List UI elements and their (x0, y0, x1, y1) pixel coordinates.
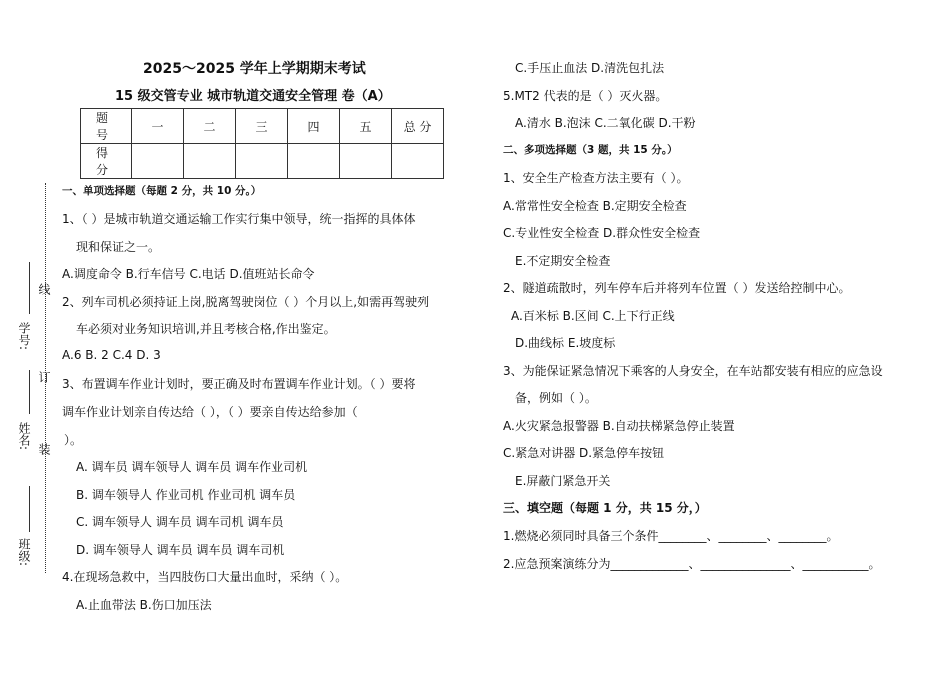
q3-option-b: B. 调车领导人 作业司机 作业司机 调车员 (76, 488, 296, 502)
m2-options-de: D.曲线标 E.坡度标 (515, 336, 616, 350)
q1-text-line2: 现和保证之一。 (76, 240, 161, 254)
binding-mark-staple: 订 (37, 371, 51, 383)
q4-options-ab: A.止血带法 B.伤口加压法 (76, 598, 212, 612)
q4-options-cd: C.手压止血法 D.清洗包扎法 (515, 61, 665, 75)
name-label: 姓名: (17, 422, 31, 451)
fill1-text: 1.燃烧必须同时具备三个条件________、________、________。 (503, 529, 839, 543)
section2-heading: 二、多项选择题（3 题，共 15 分。） (503, 144, 678, 156)
section3-heading: 三、填空题（每题 1 分，共 15 分，） (503, 501, 707, 515)
score-header-4: 四 (288, 109, 340, 144)
score-table (80, 108, 444, 179)
score-cell-total[interactable] (392, 144, 444, 179)
score-cell-2[interactable] (184, 144, 236, 179)
m3-options-cd: C.紧急对讲器 D.紧急停车按钮 (503, 446, 665, 460)
score-row-label: 得 分 (81, 144, 132, 179)
q4-text: 4.在现场急救中，当四肢伤口大量出血时，采纳（ ）。 (62, 570, 348, 584)
q3-option-c: C. 调车领导人 调车员 调车司机 调车员 (76, 515, 284, 529)
score-header-total: 总 分 (392, 109, 444, 144)
q2-text-line2: 车必须对业务知识培训,并且考核合格,作出鉴定。 (76, 322, 336, 336)
score-header-1: 一 (132, 109, 184, 144)
exam-title: 2025～2025 学年上学期期末考试 (143, 61, 366, 77)
score-header-5: 五 (340, 109, 392, 144)
m3-options-ab: A.火灾紧急报警器 B.自动扶梯紧急停止装置 (503, 419, 735, 433)
q3-text-line3: ）。 (64, 433, 83, 447)
score-cell-3[interactable] (236, 144, 288, 179)
q5-options: A.清水 B.泡沫 C.二氧化碳 D.干粉 (515, 116, 696, 130)
exam-subtitle: 15 级交管专业 城市轨道交通安全管理 卷（A） (115, 89, 391, 104)
section1-heading: 一、单项选择题（每题 2 分，共 10 分。） (62, 185, 262, 197)
class-label: 班级: (17, 538, 31, 567)
q3-text-line1: 3、布置调车作业计划时，要正确及时布置调车作业计划。（ ）要将 (62, 377, 416, 391)
m1-options-cd: C.专业性安全检查 D.群众性安全检查 (503, 226, 701, 240)
m2-text: 2、隧道疏散时，列车停车后并将列车位置（ ）发送给控制中心。 (503, 281, 851, 295)
score-header-label: 题 号 (81, 109, 132, 144)
q1-text-line1: 1、（ ）是城市轨道交通运输工作实行集中领导，统一指挥的具体体 (62, 212, 416, 226)
q2-options: A.6 B. 2 C.4 D. 3 (62, 348, 161, 362)
student-id-field[interactable] (29, 262, 30, 314)
m1-options-ab: A.常常性安全检查 B.定期安全检查 (503, 199, 687, 213)
student-id-label: 学号: (17, 322, 31, 351)
m1-text: 1、安全生产检查方法主要有（ ）。 (503, 171, 689, 185)
score-table-header-row (81, 109, 444, 144)
m2-options-abc: A.百米标 B.区间 C.上下行正线 (511, 309, 675, 323)
score-header-3: 三 (236, 109, 288, 144)
q3-text-line2: 调车作业计划亲自传达给（ ），（ ）要亲自传达给参加（ (62, 405, 358, 419)
score-cell-1[interactable] (132, 144, 184, 179)
class-field[interactable] (29, 486, 30, 532)
score-cell-4[interactable] (288, 144, 340, 179)
m3-text-line2: 备，例如（ ）。 (515, 391, 597, 405)
m1-option-e: E.不定期安全检查 (515, 254, 611, 268)
score-cell-5[interactable] (340, 144, 392, 179)
q1-options: A.调度命令 B.行车信号 C.电话 D.值班站长命令 (62, 267, 315, 281)
m3-option-e: E.屏蔽门紧急开关 (515, 474, 611, 488)
name-field[interactable] (29, 370, 30, 414)
q5-text: 5.MT2 代表的是（ ）灭火器。 (503, 89, 668, 103)
q3-option-a: A. 调车员 调车领导人 调车员 调车作业司机 (76, 460, 308, 474)
m3-text-line1: 3、为能保证紧急情况下乘客的人身安全，在车站都安装有相应的应急设 (503, 364, 883, 378)
score-table-score-row (81, 144, 444, 179)
score-header-2: 二 (184, 109, 236, 144)
binding-mark-bind: 装 (37, 443, 51, 455)
binding-mark-line: 线 (37, 283, 51, 295)
q2-text-line1: 2、列车司机必须持证上岗,脱离驾驶岗位（ ）个月以上,如需再驾驶列 (62, 295, 430, 309)
q3-option-d: D. 调车领导人 调车员 调车员 调车司机 (76, 543, 285, 557)
fill2-text: 2.应急预案演练分为_____________、_______________、___________。 (503, 557, 881, 571)
